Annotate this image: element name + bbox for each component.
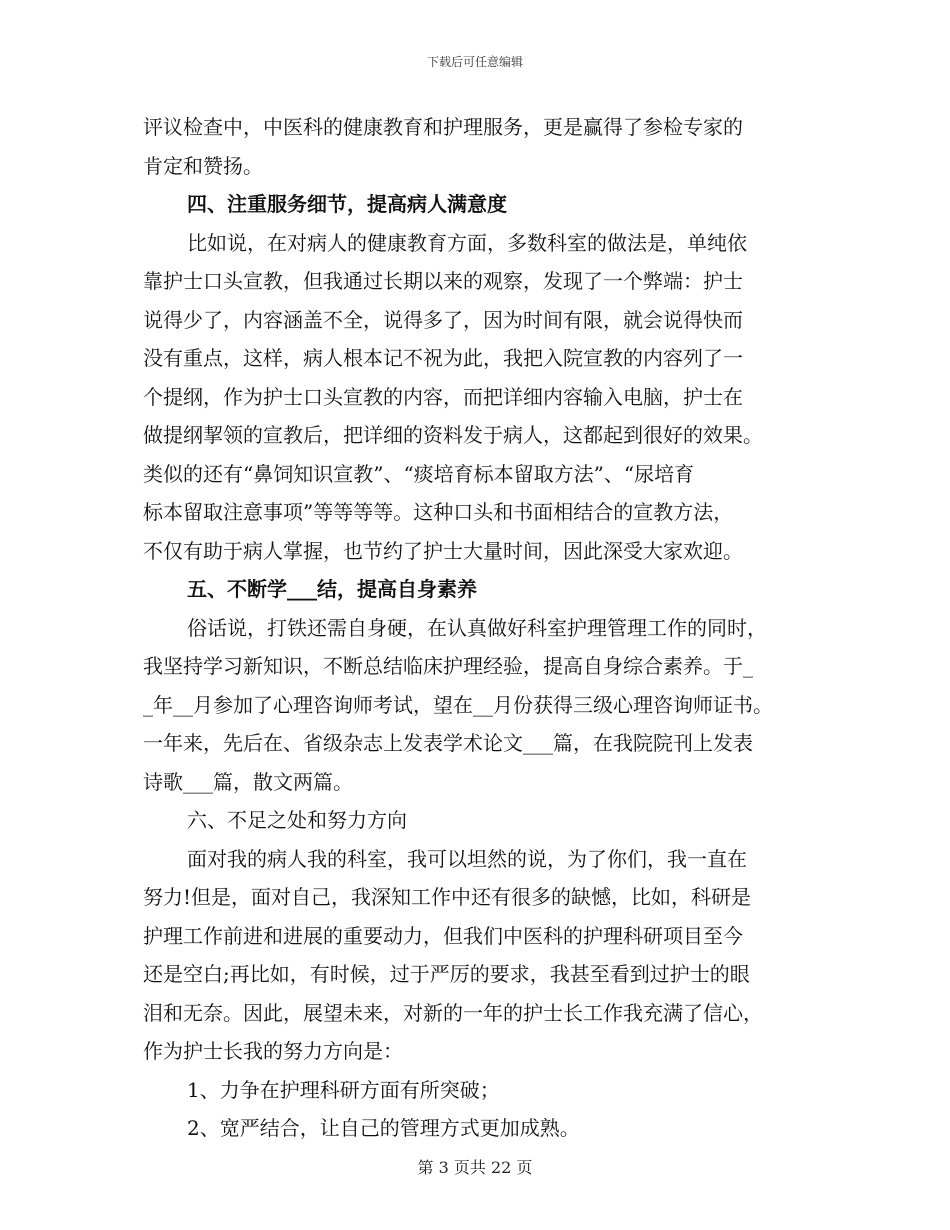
text-line: 护理工作前进和进展的重要动力，但我们中医科的护理科研项目至今	[143, 923, 743, 948]
text-line: 说得少了，内容涵盖不全，说得多了，因为时间有限，就会说得快而	[143, 307, 743, 332]
page-footer: 第 3 页共 22 页	[417, 1158, 533, 1177]
text-line: 努力!但是，面对自己，我深知工作中还有很多的缺憾，比如，科研是	[143, 885, 752, 909]
text-line: 2、宽严结合，让自己的管理方式更加成熟。	[187, 1116, 580, 1140]
page-header: 下载后可任意编辑	[426, 55, 523, 69]
text-line: 类似的还有“鼻饲知识宣教”、“痰培育标本留取方法”、“尿培育	[143, 461, 695, 486]
text-line: 没有重点，这样，病人根本记不祝为此，我把入院宣教的内容列了一	[143, 346, 743, 370]
text-line: 标本留取注意事项”等等等等。这种口头和书面相结合的宣教方法，	[143, 500, 734, 524]
text-line: 不仅有助于病人掌握，也节约了护士大量时间，因此深受大家欢迎。	[143, 538, 743, 563]
body-text	[143, 108, 823, 1148]
text-line: 评议检查中，中医科的健康教育和护理服务，更是赢得了参检专家的	[143, 115, 743, 139]
text-line: _年__月参加了心理咨询师考试，望在__月份获得三级心理咨询师证书。	[143, 692, 773, 717]
text-line: 俗话说，打铁还需自身硬，在认真做好科室护理管理工作的同时，	[187, 615, 767, 640]
section-heading: 六、不足之处和努力方向	[187, 808, 407, 832]
text-line: 比如说，在对病人的健康教育方面，多数科室的做法是，单纯依	[187, 230, 747, 255]
section-heading: 四、注重服务细节，提高病人满意度	[187, 192, 507, 216]
text-line: 肯定和赞扬。	[143, 153, 263, 178]
text-line: 做提纲挈领的宣教后，把详细的资料发于病人，这都起到很好的效果。	[143, 423, 763, 447]
section-heading: 五、不断学___结，提高自身素养	[187, 577, 477, 601]
text-line: 我坚持学习新知识，不断总结临床护理经验，提高自身综合素养。于_	[143, 654, 753, 678]
text-line: 泪和无奈。因此，展望未来，对新的一年的护士长工作我充满了信心，	[143, 1000, 763, 1025]
text-line: 诗歌___篇，散文两篇。	[143, 769, 353, 794]
text-line: 一年来，先后在、省级杂志上发表学术论文___篇，在我院院刊上发表	[143, 731, 753, 755]
text-line: 还是空白;再比如，有时候，过于严厉的要求，我甚至看到过护士的眼	[143, 962, 750, 986]
text-line: 个提纲，作为护士口头宣教的内容，而把详细内容输入电脑，护士在	[143, 384, 743, 409]
text-line: 面对我的病人我的科室，我可以坦然的说，为了你们，我一直在	[187, 846, 747, 871]
text-line: 靠护士口头宣教，但我通过长期以来的观察，发现了一个弊端：护士	[143, 269, 743, 293]
text-line: 作为护士长我的努力方向是：	[143, 1039, 403, 1063]
text-line: 1、力争在护理科研方面有所突破；	[187, 1077, 500, 1102]
